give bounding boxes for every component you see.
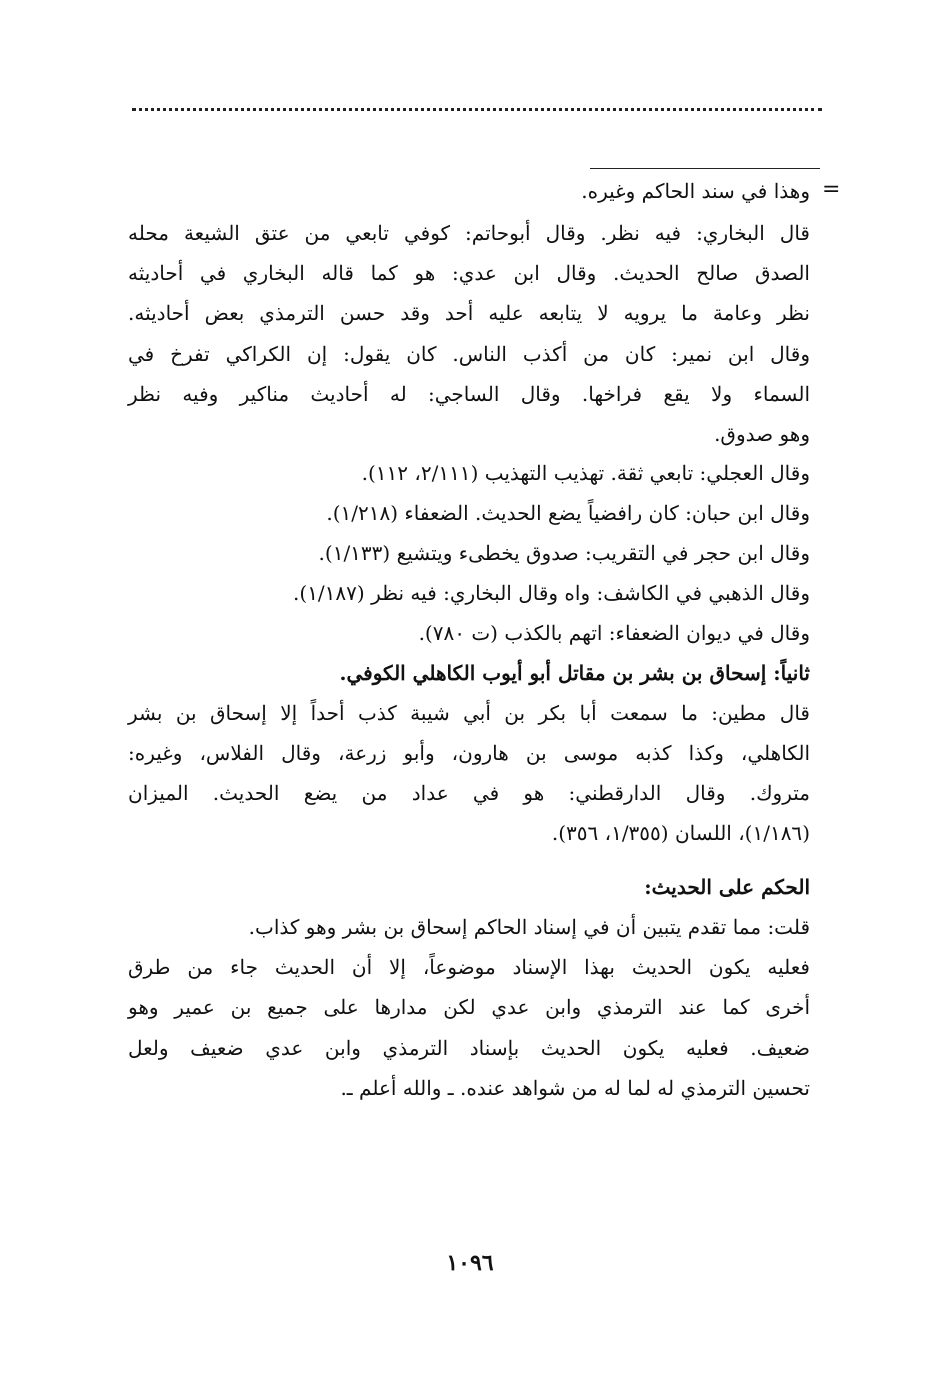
footnote-rule xyxy=(590,168,820,169)
ruling-line: ضعيف. فعليه يكون الحديث بإسناد الترمذي وابن عدي ضعيف ولعل xyxy=(128,1036,810,1060)
footnote-line: السماء ولا يقع فراخها. وقال الساجي: له أحاديث مناكير وفيه نظر xyxy=(128,382,811,406)
section-heading: الحكم على الحديث: xyxy=(644,875,810,899)
footnote-line: قال البخاري: فيه نظر. وقال أبوحاتم: كوفي تابعي من عتق الشيعة محله xyxy=(128,221,810,245)
footnote-line: نظر وعامة ما يرويه لا يتابعه عليه أحد وقد حسن الترمذي بعض أحاديثه. xyxy=(128,301,810,325)
footnote-line: متروك. وقال الدارقطني: هو في عداد من يضع الحديث. الميزان xyxy=(128,781,810,805)
footnote-line: وقال ابن نمير: كان من أكذب الناس. كان يقول: إن الكراكي تفرخ في xyxy=(128,342,810,366)
dotted-separator xyxy=(132,108,822,111)
footnote-line: وقال العجلي: تابعي ثقة. تهذيب التهذيب (٢/١١١، ١١٢). xyxy=(361,461,810,485)
footnote-line: الصدق صالح الحديث. وقال ابن عدي: هو كما قاله البخاري في أحاديثه xyxy=(128,261,810,285)
ruling-line: تحسين الترمذي له لما له من شواهد عنده. ـ والله أعلم ـ. xyxy=(340,1076,810,1100)
footnote-line: وقال ابن حبان: كان رافضياً يضع الحديث. الضعفاء (١/٢١٨). xyxy=(326,501,810,525)
footnote-line: وقال الذهبي في الكاشف: واه وقال البخاري: فيه نظر (١/١٨٧). xyxy=(293,581,810,605)
footnote-line: قال مطين: ما سمعت أبا بكر بن أبي شيبة كذب أحداً إلا إسحاق بن بشر xyxy=(128,701,810,725)
footnote-line: وهو صدوق. xyxy=(714,422,810,446)
ruling-line: قلت: مما تقدم يتبين أن في إسناد الحاكم إسحاق بن بشر وهو كذاب. xyxy=(248,915,810,939)
footnote-line: وقال في ديوان الضعفاء: اتهم بالكذب (ت ٧٨٠). xyxy=(418,621,810,645)
footnote-continuation-mark: = xyxy=(822,177,841,202)
ruling-line: فعليه يكون الحديث بهذا الإسناد موضوعاً، إلا أن الحديث جاء من طرق xyxy=(128,955,810,979)
ruling-line: أخرى كما عند الترمذي وابن عدي لكن مدارها على جميع بن عمير وهو xyxy=(128,995,810,1019)
footnote-line: (١/١٨٦)، اللسان (١/٣٥٥، ٣٥٦). xyxy=(551,821,810,845)
footnote-line: ثانياً: إسحاق بن بشر بن مقاتل أبو أيوب الكاهلي الكوفي. xyxy=(339,661,810,685)
footnote-line: الكاهلي، وكذا كذبه موسى بن هارون، وأبو زرعة، وقال الفلاس، وغيره: xyxy=(128,741,811,765)
footnote-line: وهذا في سند الحاكم وغيره. xyxy=(581,179,810,203)
footnote-line: وقال ابن حجر في التقريب: صدوق يخطىء ويتشيع (١/١٣٣). xyxy=(318,541,810,565)
page-number: ١٠٩٦ xyxy=(446,1250,494,1276)
